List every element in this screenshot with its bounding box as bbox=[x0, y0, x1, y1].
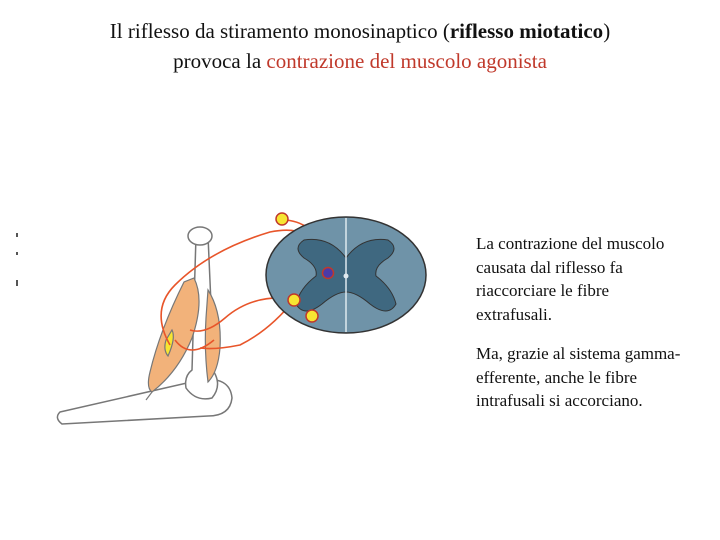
muscles bbox=[146, 278, 220, 400]
central-canal bbox=[344, 274, 349, 279]
title-line-2: provoca la contrazione del muscolo agonista bbox=[173, 49, 547, 73]
extensor-muscle-antagonist bbox=[205, 290, 220, 382]
alpha-motor-neuron bbox=[288, 294, 300, 306]
paragraph-extrafusal: La contrazione del muscolo causata dal riflesso fa riaccorciare le fibre extrafusali. bbox=[476, 234, 665, 324]
dorsal-root-ganglion-neuron bbox=[276, 213, 288, 225]
title-line-1: Il riflesso da stiramento monosinaptico (riflesso miotatico) bbox=[109, 19, 611, 43]
spinal-cord-section bbox=[266, 217, 426, 333]
paragraph-intrafusal: Ma, grazie al sistema gamma-efferente, anche le fibre intrafusali si accorciano. bbox=[476, 344, 681, 410]
gamma-motor-neuron bbox=[306, 310, 318, 322]
highlighted-phrase: contrazione del muscolo agonista bbox=[266, 49, 547, 73]
interneuron bbox=[323, 268, 334, 279]
humerus-head bbox=[188, 227, 212, 245]
